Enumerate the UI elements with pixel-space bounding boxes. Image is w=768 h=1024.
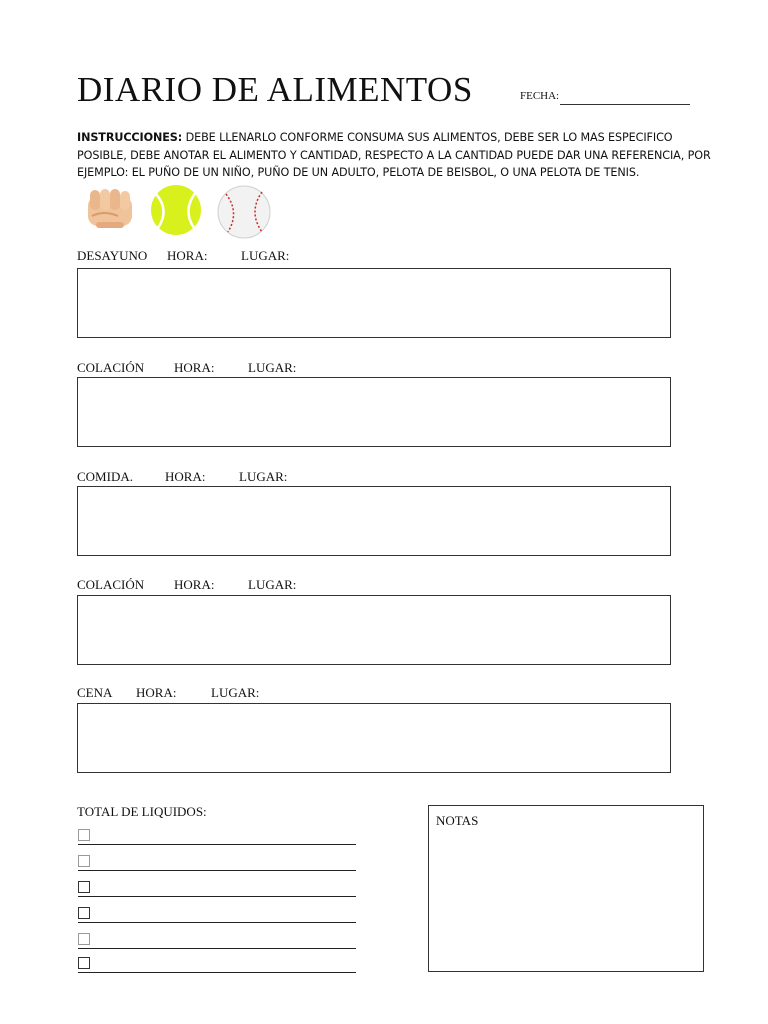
- date-field[interactable]: [560, 104, 690, 105]
- meal-hora-label: HORA:: [165, 469, 206, 484]
- meal-lugar-label: LUGAR:: [248, 360, 297, 375]
- liquid-checkbox[interactable]: [78, 881, 90, 893]
- meal-name: COMIDA.: [77, 469, 133, 484]
- meal-entry-box-cena[interactable]: [77, 703, 671, 773]
- meal-entry-box-colacion-2[interactable]: [77, 595, 671, 665]
- liquid-line[interactable]: [78, 948, 356, 949]
- instructions: [77, 129, 717, 182]
- meal-name: COLACIÓN: [77, 577, 145, 592]
- liquid-checkbox[interactable]: [78, 855, 90, 867]
- instructions-text: DEBE LLENARLO CONFORME CONSUMA SUS ALIMENTOS, DEBE SER LO MAS ESPECIFICO POSIBLE, DEBE ANOTAR EL ALIMENTO Y CANTIDAD, RESPECTO A LA CANTIDAD PUEDE DAR UNA REFERENCIA, POR EJEMPLO: EL PUÑO DE UN NIÑO, PUÑO DE UN ADULTO, PELOTA DE BEISBOL, O UNA PELOTA DE TENIS.: [77, 131, 711, 179]
- notes-label: NOTAS: [436, 813, 479, 828]
- page-title: DIARIO DE ALIMENTOS: [77, 70, 473, 109]
- liquids-title: TOTAL DE LIQUIDOS:: [77, 804, 207, 819]
- liquid-line[interactable]: [78, 844, 356, 845]
- notes-box[interactable]: [428, 805, 704, 972]
- meal-name: CENA: [77, 685, 113, 700]
- meal-name: COLACIÓN: [77, 360, 145, 375]
- meal-lugar-label: LUGAR:: [248, 577, 297, 592]
- liquid-checkbox[interactable]: [78, 933, 90, 945]
- meal-header-colacion-1: [77, 360, 677, 376]
- liquid-checkbox[interactable]: [78, 829, 90, 841]
- meal-hora-label: HORA:: [167, 248, 208, 263]
- meal-lugar-label: LUGAR:: [239, 469, 288, 484]
- meal-entry-box-comida[interactable]: [77, 486, 671, 556]
- meal-entry-box-colacion-1[interactable]: [77, 377, 671, 447]
- liquid-checkbox[interactable]: [78, 957, 90, 969]
- meal-header-cena: [77, 685, 677, 701]
- fist-icon: [84, 182, 136, 234]
- meal-entry-box-desayuno[interactable]: [77, 268, 671, 338]
- meal-lugar-label: LUGAR:: [241, 248, 290, 263]
- liquid-line[interactable]: [78, 896, 356, 897]
- meal-lugar-label: LUGAR:: [211, 685, 260, 700]
- date-label: FECHA:: [520, 90, 560, 102]
- liquid-line[interactable]: [78, 922, 356, 923]
- baseball-icon: [216, 184, 268, 236]
- meal-hora-label: HORA:: [174, 360, 215, 375]
- liquid-line[interactable]: [78, 870, 356, 871]
- tennis-ball-icon: [150, 184, 202, 236]
- liquid-line[interactable]: [78, 972, 356, 973]
- liquid-checkbox[interactable]: [78, 907, 90, 919]
- instructions-label: INSTRUCCIONES:: [77, 131, 183, 144]
- meal-hora-label: HORA:: [136, 685, 177, 700]
- meal-header-colacion-2: [77, 577, 677, 593]
- meal-header-comida: [77, 469, 677, 485]
- meal-header-desayuno: [77, 248, 677, 264]
- meal-name: DESAYUNO: [77, 248, 148, 263]
- meal-hora-label: HORA:: [174, 577, 215, 592]
